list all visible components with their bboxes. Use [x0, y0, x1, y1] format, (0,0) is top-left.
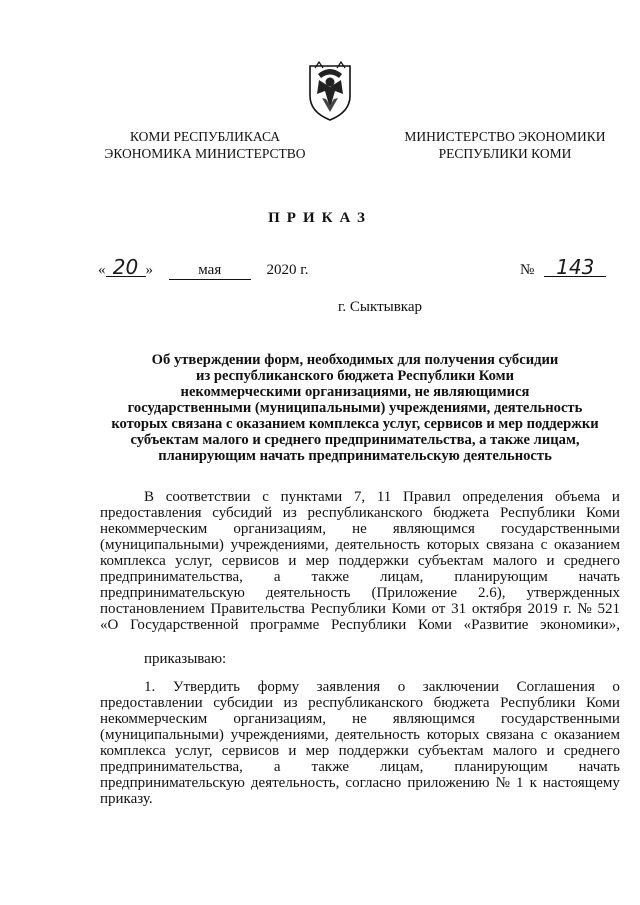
number-sign: №	[520, 262, 535, 278]
word: субъектам	[418, 743, 484, 759]
word: предпринимательства,	[100, 759, 243, 775]
heading-line: некоммерческими организациями, не являющимися	[180, 384, 530, 400]
word: предоставления	[100, 505, 202, 521]
date-year: 2020 г.	[266, 262, 309, 278]
paragraph-line	[100, 695, 620, 711]
word: из	[283, 695, 298, 711]
word: с	[262, 489, 269, 505]
word: а	[273, 569, 281, 585]
word: №	[495, 775, 510, 791]
word: с	[540, 537, 548, 553]
word: (Приложение	[371, 585, 458, 601]
word: 521	[597, 601, 620, 617]
header-left-line1: КОМИ РЕСПУБЛИКАСА	[129, 129, 281, 144]
word: настоящему	[542, 775, 620, 791]
heading-line: Об утверждении форм, необходимых для получения субсидии	[151, 352, 559, 368]
word: определения	[462, 489, 544, 505]
item-1-paragraph	[100, 679, 620, 807]
word: 1.	[144, 679, 156, 695]
paragraph-line	[100, 775, 620, 791]
city: г. Сыктывкар	[337, 299, 423, 315]
heading-line: планирующим начать предпринимательскую деятельность	[158, 448, 552, 464]
word: планирующим	[454, 569, 548, 585]
word: Коми	[417, 617, 452, 633]
word: деятельность	[335, 727, 421, 743]
paragraph-line	[100, 489, 620, 505]
word: 11	[376, 489, 392, 505]
paragraph-line	[100, 521, 620, 537]
header-left	[100, 128, 310, 162]
word: мер	[305, 743, 330, 759]
word: бюджета	[433, 505, 490, 521]
word: пунктами	[280, 489, 343, 505]
word: Коми	[391, 601, 426, 617]
word: и	[546, 553, 555, 569]
word: не	[352, 711, 367, 727]
header-right	[400, 128, 610, 162]
word: деятельность	[265, 585, 351, 601]
order-word: приказываю:	[144, 651, 227, 667]
header-right-line2: РЕСПУБЛИКИ КОМИ	[438, 146, 572, 161]
word: Государственной	[130, 617, 239, 633]
word: начать	[578, 569, 620, 585]
word: услуг,	[175, 743, 213, 759]
word: из	[282, 505, 297, 521]
word: Республики	[330, 617, 407, 633]
paragraph-line	[100, 569, 620, 585]
word: (муниципальными)	[100, 537, 224, 553]
word: Правительства	[210, 601, 305, 617]
word: постановлением	[100, 601, 205, 617]
word: 7,	[353, 489, 366, 505]
word: связана	[486, 727, 534, 743]
word: «Развитие	[463, 617, 529, 633]
paragraph-line	[100, 505, 620, 521]
word: (муниципальными)	[100, 727, 224, 743]
word: утвержденных	[526, 585, 620, 601]
paragraph-line	[100, 727, 620, 743]
heading-line: которых связана с оказанием комплекса услуг, сервисов и мер поддержки	[111, 416, 599, 432]
word: 2.6),	[477, 585, 506, 601]
word: являющимся	[392, 711, 475, 727]
word: некоммерческим	[100, 521, 208, 537]
word: некоммерческим	[100, 711, 208, 727]
word: о	[612, 679, 620, 695]
word: предоставлении	[100, 695, 203, 711]
word: Коми	[585, 695, 620, 711]
word: экономики»,	[540, 617, 620, 633]
word: комплекса	[100, 743, 166, 759]
paragraph-line	[100, 537, 620, 553]
word: среднего	[563, 743, 620, 759]
word: с	[540, 727, 548, 743]
word: №	[577, 601, 592, 617]
word: Правил	[403, 489, 451, 505]
word: республиканского	[307, 505, 423, 521]
word: «О	[100, 617, 119, 633]
coat-of-arms-icon	[306, 58, 354, 122]
word: заявления	[316, 679, 381, 695]
word: которых	[426, 727, 480, 743]
word: согласно	[345, 775, 402, 791]
word: субъектам	[418, 553, 484, 569]
word: деятельность,	[250, 775, 340, 791]
word: соответствии	[165, 489, 251, 505]
word: учреждениями,	[230, 537, 329, 553]
heading-line: государственными (муниципальными) учреждениями, деятельность	[127, 400, 583, 416]
word: предпринимательства,	[100, 569, 243, 585]
word: Республики	[310, 601, 386, 617]
preamble-paragraph	[100, 489, 620, 633]
heading-line: субъектам малого и среднего предпринимательства, а также лицам,	[130, 432, 580, 448]
word: комплекса	[100, 553, 166, 569]
word: услуг,	[175, 553, 213, 569]
word: Коми	[585, 505, 620, 521]
word: октября	[471, 601, 522, 617]
date-day: 20	[106, 258, 146, 277]
word: г.	[563, 601, 572, 617]
header-left-line2: ЭКОНОМИКА МИНИСТЕРСТВО	[104, 146, 306, 161]
word: Республики	[499, 505, 576, 521]
word: учреждениями,	[230, 727, 329, 743]
word: а	[273, 759, 281, 775]
word: объема	[554, 489, 601, 505]
word: и	[288, 743, 297, 759]
paragraph-line	[100, 585, 620, 601]
word: субсидий	[212, 505, 273, 521]
order-number-line	[520, 255, 606, 279]
date-line	[98, 255, 309, 280]
word: форму	[257, 679, 300, 695]
word: 2019	[527, 601, 558, 617]
paragraph-line	[100, 617, 620, 633]
document-heading	[100, 352, 610, 464]
word: организациям,	[233, 521, 326, 537]
word: поддержки	[338, 743, 409, 759]
word: предпринимательскую	[100, 585, 245, 601]
order-number: 143	[544, 258, 606, 277]
word: и	[546, 743, 555, 759]
date-month: мая	[169, 261, 251, 280]
header-right-line1: МИНИСТЕРСТВО ЭКОНОМИКИ	[404, 129, 606, 144]
word: Утвердить	[172, 679, 241, 695]
close-quote: »	[145, 262, 153, 278]
heading-line: из республиканского бюджета Республики Коми	[195, 368, 515, 384]
word: оказанием	[553, 537, 620, 553]
word: приказу.	[100, 791, 153, 807]
word: деятельность	[335, 537, 421, 553]
word: лицам,	[379, 759, 424, 775]
word: не	[352, 521, 367, 537]
word: от	[431, 601, 446, 617]
word: Соглашения	[516, 679, 595, 695]
paragraph-line	[100, 601, 620, 617]
word: оказанием	[553, 727, 620, 743]
word: В	[144, 489, 155, 505]
word: республиканского	[308, 695, 424, 711]
word: государственными	[500, 521, 620, 537]
word: предпринимательскую	[100, 775, 245, 791]
paragraph-line	[100, 711, 620, 727]
paragraph-line	[100, 743, 620, 759]
paragraph-line	[100, 759, 620, 775]
word: Республики	[500, 695, 576, 711]
word: и	[611, 489, 620, 505]
word: субсидии	[213, 695, 273, 711]
word: планирующим	[454, 759, 548, 775]
word: 31	[451, 601, 467, 617]
word: мер	[305, 553, 330, 569]
word: бюджета	[433, 695, 490, 711]
word: к	[529, 775, 537, 791]
document-title: ПРИКАЗ	[268, 210, 372, 226]
word: программе	[250, 617, 320, 633]
word: также	[311, 759, 350, 775]
word: и	[288, 553, 297, 569]
word: лицам,	[379, 569, 424, 585]
paragraph-line	[100, 679, 620, 695]
paragraph-line	[100, 553, 620, 569]
word: приложению	[407, 775, 490, 791]
word: 1	[516, 775, 524, 791]
word: сервисов	[221, 743, 280, 759]
paragraph-line	[100, 791, 620, 807]
word: среднего	[563, 553, 620, 569]
word: также	[311, 569, 350, 585]
word: связана	[486, 537, 534, 553]
word: малого	[492, 553, 538, 569]
word: сервисов	[221, 553, 280, 569]
word: поддержки	[338, 553, 409, 569]
word: являющимся	[392, 521, 475, 537]
word: государственными	[500, 711, 620, 727]
word: начать	[578, 759, 620, 775]
word: малого	[492, 743, 538, 759]
word: организациям,	[233, 711, 326, 727]
word: заключении	[422, 679, 500, 695]
word: которых	[426, 537, 480, 553]
open-quote: «	[98, 262, 106, 278]
word: о	[397, 679, 406, 695]
